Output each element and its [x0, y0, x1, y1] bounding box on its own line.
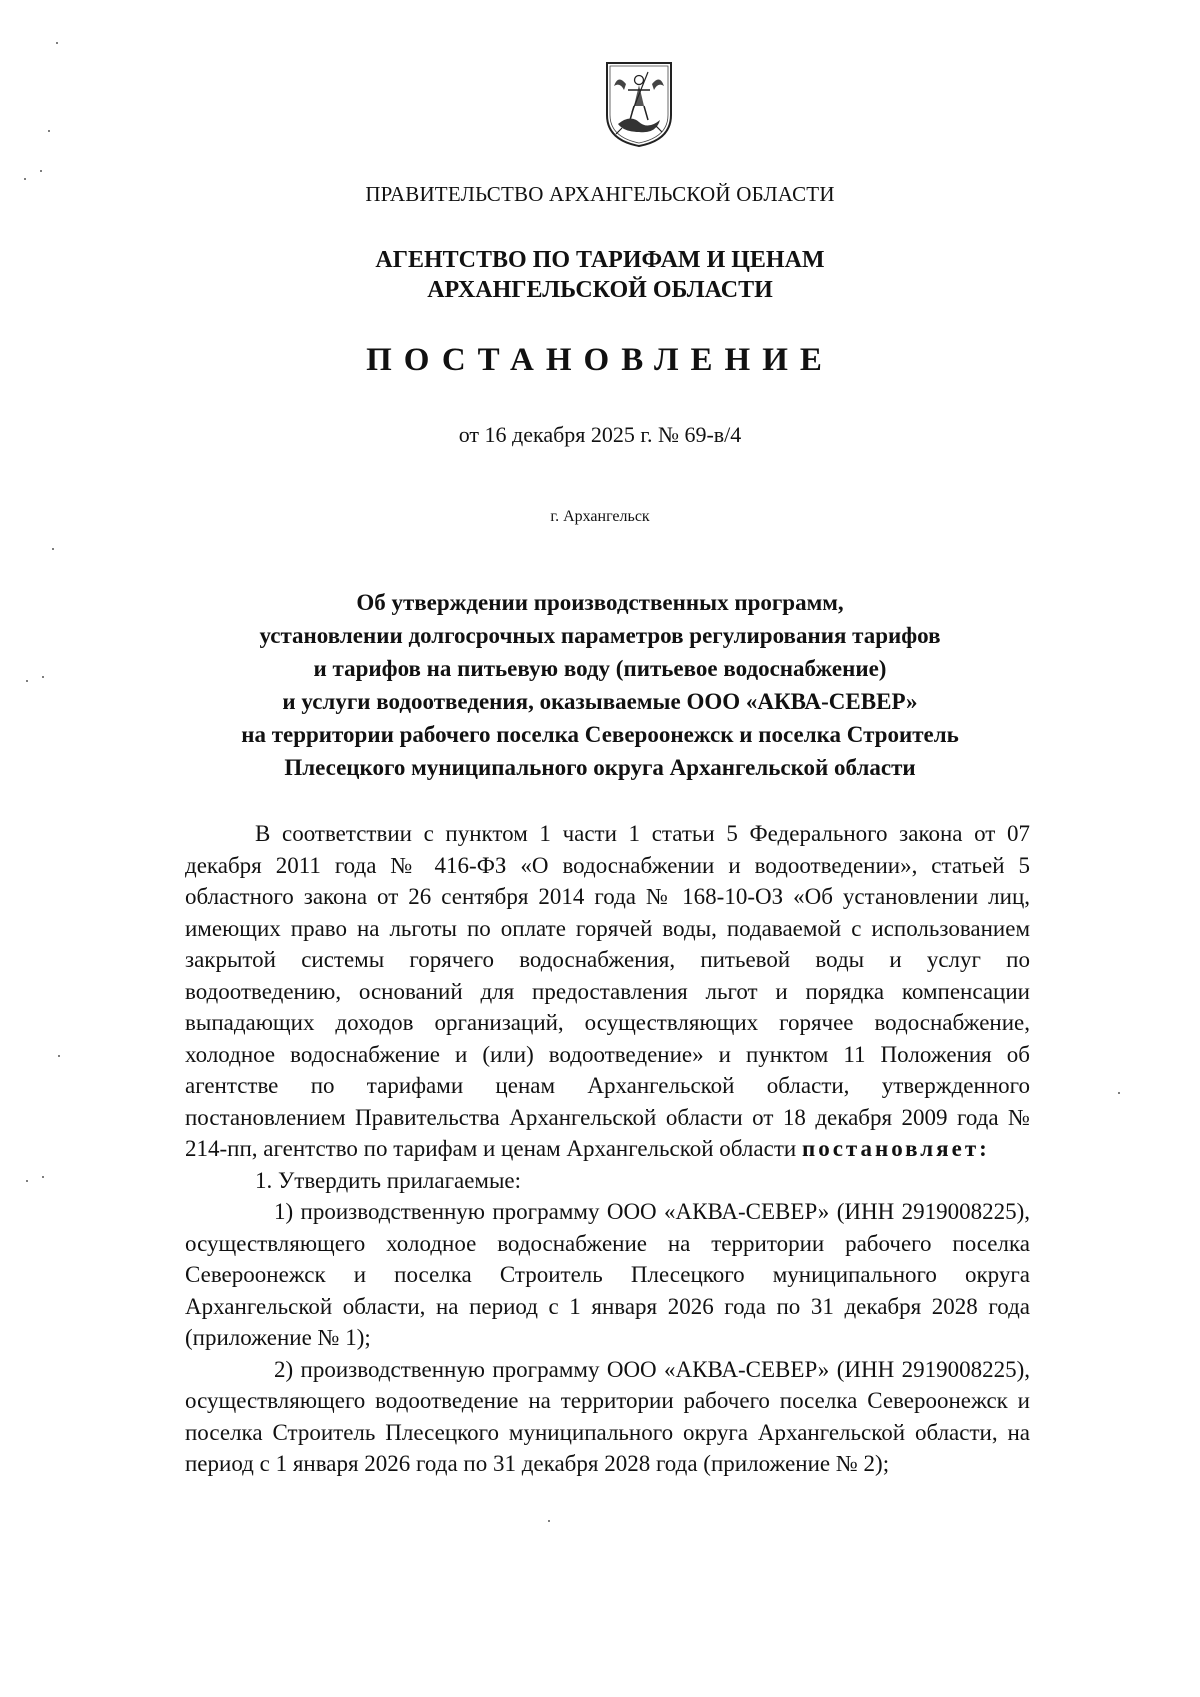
scan-speck [40, 170, 42, 172]
resolves-word: постановляет: [801, 1136, 990, 1161]
scan-speck [26, 680, 28, 682]
sub-item-2: 2) производственную программу ООО «АКВА-СЕВЕР» (ИНН 2919008225), осуществляющего водоотведение на территории рабочего поселка Североонежск и поселка Строитель Плесецкого муниципального округа Архангельской области, на период с 1 января 2026 года по 31 декабря 2028 года (приложение № 2); [185, 1356, 1030, 1476]
government-name: ПРАВИТЕЛЬСТВО АРХАНГЕЛЬСКОЙ ОБЛАСТИ [365, 182, 835, 206]
title-line: на территории рабочего поселка Североонежск и поселка Строитель [241, 722, 959, 747]
scan-speck [548, 1520, 550, 1522]
item-1: 1. Утвердить прилагаемые: [255, 1167, 522, 1193]
sub-item-1: 1) производственную программу ООО «АКВА-СЕВЕР» (ИНН 2919008225), осуществляющего холодное водоснабжение на территории рабочего поселка Североонежск и поселка Строитель Плесецкого муниципального округа Архангельской области, на период с 1 января 2026 года по 31 декабря 2028 года (приложение № 1); [185, 1199, 1030, 1350]
document-type: ПОСТАНОВЛЕНИЕ [366, 342, 834, 378]
arkhangelsk-coat-of-arms-icon [604, 60, 674, 148]
document-city: г. Архангельск [550, 508, 650, 525]
document-title [0, 586, 1200, 784]
scan-speck [42, 1176, 44, 1178]
document-body [185, 818, 1030, 1480]
title-line: установлении долгосрочных параметров регулирования тарифов [259, 623, 941, 648]
scan-speck [26, 1180, 28, 1182]
title-line: Плесецкого муниципального округа Архангельской области [284, 755, 916, 780]
preamble-paragraph [185, 818, 1030, 1165]
document-date-number: от 16 декабря 2025 г. № 69-в/4 [458, 422, 742, 447]
scan-speck [24, 178, 26, 180]
preamble-text: В соответствии с пунктом 1 части 1 статьи 5 Федерального закона от 07 декабря 2011 года № 416-ФЗ «О водоснабжении и водоотведении», статьей 5 областного закона от 26 сентября 2014 года № 168-10-ОЗ «Об установлении лиц, имеющих право на льготы по оплате горячей воды, подаваемой с использованием закрытой системы горячего водоснабжения, питьевой воды и услуг по водоотведению, оснований для предоставления льгот и порядка компенсации выпадающих доходов организаций, осуществляющих горячее водоснабжение, холодное водоснабжение и (или) водоотведение» и пунктом 11 Положения об агентстве по тарифами ценам Архангельской области, утвержденного постановлением Правительства Архангельской области от 18 декабря 2009 года № 214-пп, агентство по тарифам и ценам Архангельской области [185, 821, 1030, 1161]
scan-speck [58, 1055, 60, 1057]
agency-name-line: АГЕНТСТВО ПО ТАРИФАМ И ЦЕНАМ [375, 247, 825, 273]
title-line: и услуги водоотведения, оказываемые ООО «АКВА-СЕВЕР» [282, 689, 918, 714]
scan-speck [52, 548, 54, 550]
agency-name [0, 245, 1200, 305]
title-line: Об утверждении производственных программ, [356, 590, 844, 615]
scan-speck [42, 676, 44, 678]
title-line: и тарифов на питьевую воду (питьевое водоснабжение) [313, 656, 887, 681]
scan-speck [1118, 1092, 1120, 1094]
agency-name-line: АРХАНГЕЛЬСКОЙ ОБЛАСТИ [427, 277, 773, 303]
scan-speck [48, 130, 50, 132]
scan-speck [56, 42, 58, 44]
